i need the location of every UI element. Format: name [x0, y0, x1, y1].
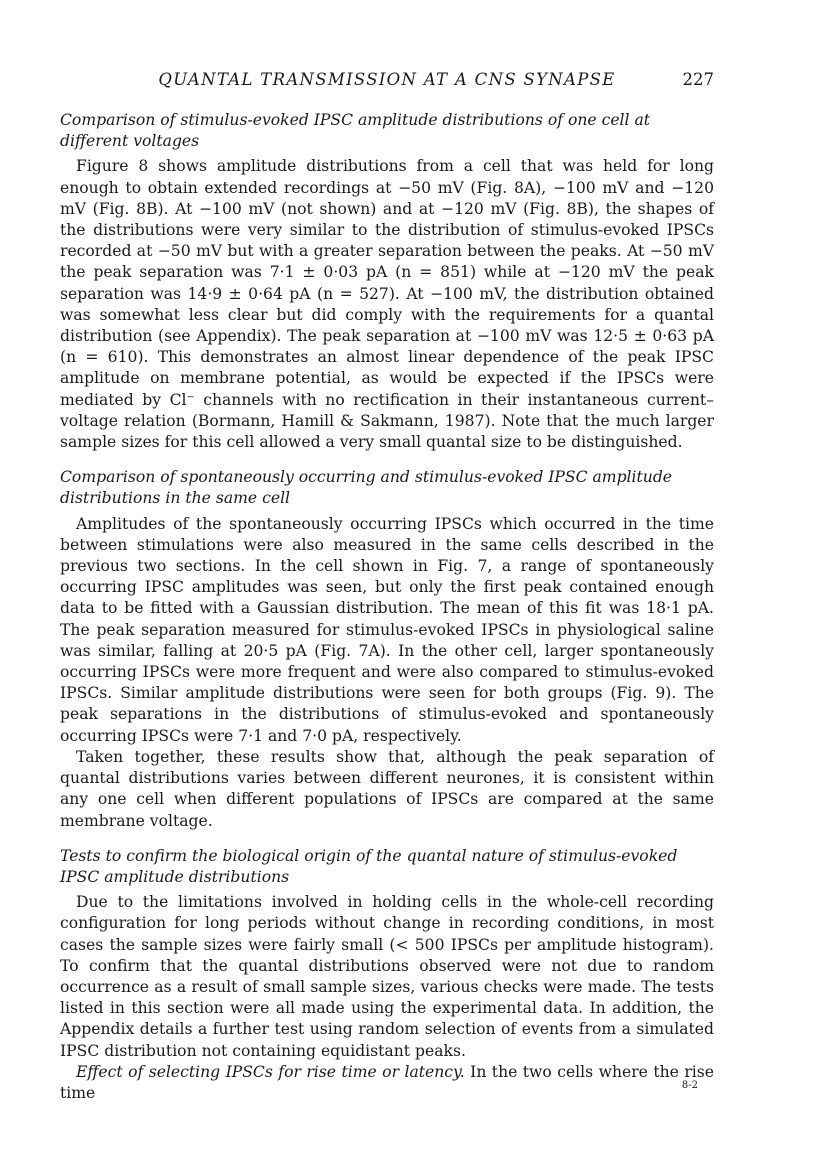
- page-number: 227: [682, 70, 714, 89]
- section-heading: Comparison of spontaneously occurring and stimulus-evoked IPSC amplitude distributions in the same cell: [60, 468, 673, 508]
- section-gap: [60, 453, 714, 467]
- paragraph-text: In the two cells where the rise time: [60, 1062, 714, 1102]
- paragraph: Taken together, these results show that, although the peak separation of quantal distributions varies between different neurones, it is consistent within any one cell when different populations of IPSCs are compared at the same membrane voltage.: [60, 747, 714, 830]
- page-header: [60, 70, 714, 94]
- paragraph: Figure 8 shows amplitude distributions from a cell that was held for long enough to obtain extended recordings at −50 mV (Fig. 8A), −100 mV and −120 mV (Fig. 8B). At −100 mV (not shown) and at −120 mV (Fig. 8B), the shapes of the distributions were very similar to the distribution of stimulus-evoked IPSCs recorded at −50 mV but with a greater separation between the peaks. At −50 mV the peak separation was 7·1 ± 0·03 pA (n = 851) while at −120 mV the peak separation was 14·9 ± 0·64 pA (n = 527). At −100 mV, the distribution obtained was somewhat less clear but did comply with the requirements for a quantal distribution (see Appendix). The peak separation at −100 mV was 12·5 ± 0·63 pA (n = 610). This demonstrates an almost linear dependence of the peak IPSC amplitude on membrane potential, as would be expected if the IPSCs were mediated by Cl⁻ channels with no rectification in their instantaneous current–voltage relation (Bormann, Hamill & Sakmann, 1987). Note that the much larger sample sizes for this cell allowed a very small quantal size to be distinguished.: [60, 157, 714, 452]
- section-voltage-comparison: [60, 110, 714, 453]
- article-body: [60, 110, 714, 1104]
- section-heading: Comparison of stimulus-evoked IPSC amplitude distributions of one cell at different voltages: [60, 111, 651, 151]
- paragraph: Due to the limitations involved in holding cells in the whole-cell recording configuration for long periods without change in recording conditions, in most cases the sample sizes were fairly small (< 500 IPSCs per amplitude histogram). To confirm that the quantal distributions observed were not due to random occurrence as a result of small sample sizes, various checks were made. The tests listed in this section were all made using the experimental data. In addition, the Appendix details a further test using random selection of events from a simulated IPSC distribution not containing equidistant peaks.: [60, 893, 714, 1060]
- section-spontaneous-vs-evoked: [60, 467, 714, 831]
- section-heading: Tests to confirm the biological origin of the quantal nature of stimulus-evoked IPSC amplitude distributions: [60, 846, 678, 886]
- running-title: QUANTAL TRANSMISSION AT A CNS SYNAPSE: [158, 70, 616, 89]
- section-biological-origin-tests: [60, 846, 714, 1104]
- paragraph-rise-time: [60, 1062, 714, 1104]
- section-gap: [60, 832, 714, 846]
- signature-mark: 8-2: [681, 1080, 698, 1091]
- paragraph: Amplitudes of the spontaneously occurring IPSCs which occurred in the time between stimulations were also measured in the same cells described in the previous two sections. In the cell shown in Fig. 7, a range of spontaneously occurring IPSC amplitudes was seen, but only the first peak contained enough data to be fitted with a Gaussian distribution. The mean of this fit was 18·1 pA. The peak separation measured for stimulus-evoked IPSCs in physiological saline was similar, falling at 20·5 pA (Fig. 7A). In the other cell, larger spontaneously occurring IPSCs were more frequent and were also compared to stimulus-evoked IPSCs. Similar amplitude distributions were seen for both groups (Fig. 9). The peak separations in the distributions of stimulus-evoked and spontaneously occurring IPSCs were 7·1 and 7·0 pA, respectively.: [60, 514, 714, 745]
- subsection-lead: Effect of selecting IPSCs for rise time or latency.: [76, 1062, 465, 1081]
